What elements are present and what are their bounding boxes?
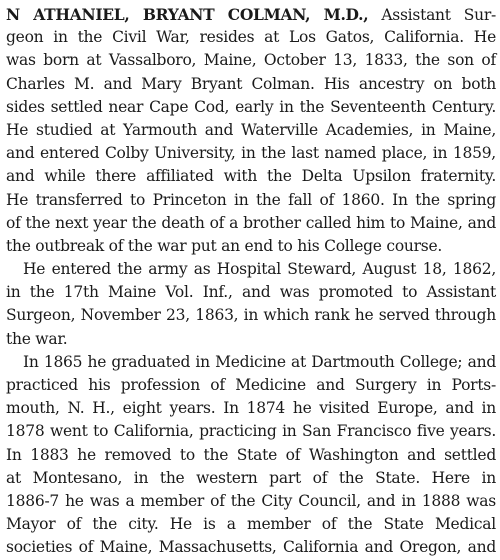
text-line: at Montesano, in the western part of the State. Here in — [6, 468, 496, 487]
text-line: societies of Maine, Massachusetts, California and Oregon, and — [6, 538, 496, 557]
text-line: the outbreak of the war put an end to his College course. — [6, 236, 443, 255]
paragraph-1 — [6, 3, 496, 258]
text-line: in the 17th Maine Vol. Inf., and was promoted to Assistant — [6, 283, 496, 302]
text-line — [6, 3, 496, 26]
biography-page — [6, 3, 496, 560]
text-line: geon in the Civil War, resides at Los Gatos, California. He — [6, 28, 496, 47]
text-line: He transferred to Princeton in the fall of 1860. In the spring — [6, 190, 496, 209]
text-line: mouth, N. H., eight years. In 1874 he visited Europe, and in — [6, 399, 496, 418]
text-line: 1886-7 he was a member of the City Council, and in 1888 was — [6, 491, 496, 510]
text-line: He entered the army as Hospital Steward, August 18, 1862, — [23, 260, 496, 279]
text-fragment: Assistant Sur- — [368, 6, 497, 24]
paragraph-2 — [6, 258, 496, 351]
text-line: Surgeon, November 23, 1863, in which rank he served through — [6, 306, 496, 325]
text-line: and while there affiliated with the Delta Upsilon fraternity. — [6, 167, 496, 186]
text-line: sides settled near Cape Cod, early in the Seventeenth Century. — [6, 97, 496, 116]
text-line: He studied at Yarmouth and Waterville Academies, in Maine, — [6, 120, 496, 139]
text-line: Mayor of the city. He is a member of the State Medical — [6, 515, 496, 534]
text-line: the war. — [6, 329, 68, 348]
text-line: In 1883 he removed to the State of Washington and settled — [6, 445, 496, 464]
subject-name: N ATHANIEL, BRYANT COLMAN, M.D., — [6, 5, 369, 24]
text-line: of the next year the death of a brother called him to Maine, and — [6, 213, 496, 232]
text-line: 1878 went to California, practicing in San Francisco five years. — [6, 422, 496, 441]
text-line: practiced his profession of Medicine and Surgery in Ports- — [6, 376, 496, 394]
text-line: Charles M. and Mary Bryant Colman. His ancestry on both — [6, 74, 496, 93]
text-line: and entered Colby University, in the last named place, in 1859, — [6, 144, 496, 163]
text-line: was born at Vassalboro, Maine, October 13, 1833, the son of — [6, 51, 496, 70]
text-line: In 1865 he graduated in Medicine at Dartmouth College; and — [23, 352, 496, 371]
paragraph-3 — [6, 351, 496, 560]
